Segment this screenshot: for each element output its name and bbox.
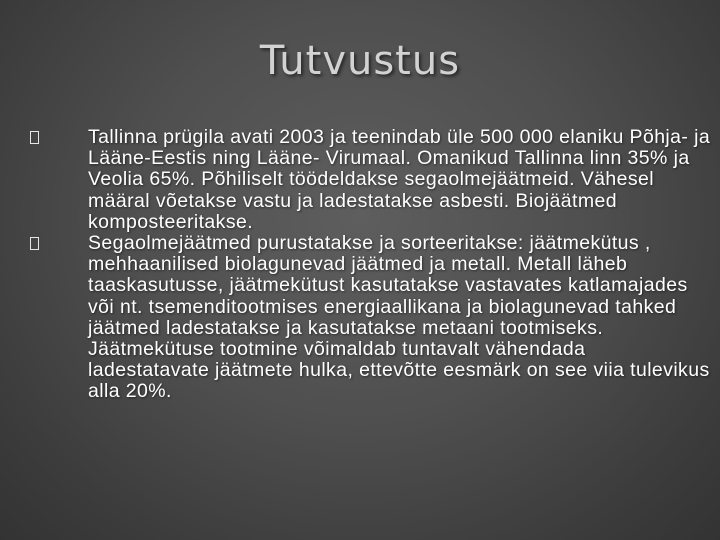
bullet-item (28, 233, 712, 403)
square-bullet-icon (30, 131, 39, 144)
square-bullet-icon (30, 237, 39, 250)
bullet-item (28, 127, 712, 233)
bullet-text: Segaolmejäätmed purustatakse ja sorteeritakse: jäätmekütus , mehhaanilised biolagunevad jäätmed ja metall. Metall läheb taaskasutusse, jäätmekütust kasutatakse vastavates katlamajades või nt. tsemenditootmises energiaallikana ja biolagunevad tahked jäätmed ladestatakse ja kasutatakse metaani tootmiseks. Jäätmekütuse tootmine võimaldab tuntavalt vähendada ladestatavate jäätmete hulka, ettevõtte eesmärk on see viia tulevikus alla 20%. (88, 232, 710, 403)
slide-title: Tutvustus (259, 38, 461, 84)
bullet-text: Tallinna prügila avati 2003 ja teenindab üle 500 000 elaniku Põhja- ja Lääne-Eestis ning Lääne- Virumaal. Omanikud Tallinna linn 35% ja Veolia 65%. Põhiliselt töödeldakse segaolmejäätmeid. Vähesel määral võetakse vastu ja ladestatakse asbesti. Biojäätmed komposteeritakse. (88, 126, 711, 233)
bullet-list (28, 127, 712, 403)
